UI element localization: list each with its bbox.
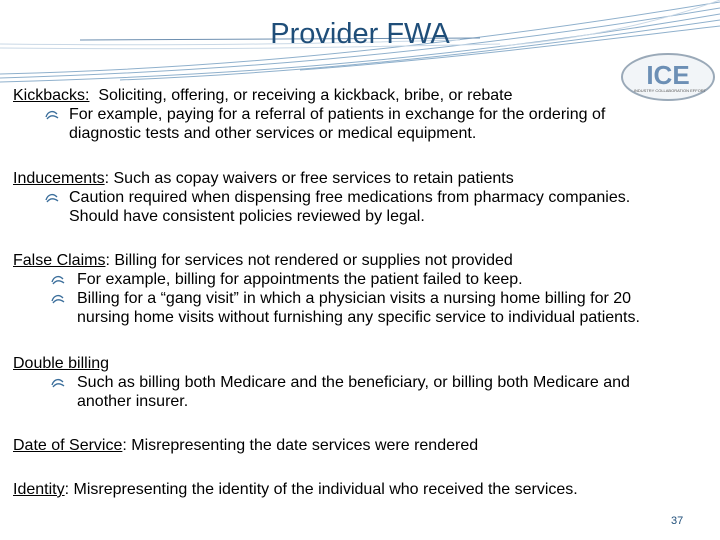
bullet-text: Caution required when dispensing free medications from pharmacy companies.	[69, 189, 631, 206]
swirl-bullet-icon	[45, 109, 59, 121]
kickbacks-desc: Soliciting, offering, or receiving a kickback, bribe, or rebate	[89, 87, 513, 104]
false-claims-term: False Claims	[13, 252, 106, 269]
bullet-item	[13, 270, 713, 289]
swirl-bullet-icon	[51, 293, 65, 305]
logo-subtext: INDUSTRY COLLABORATION EFFORT	[633, 88, 707, 93]
double-billing-term: Double billing	[13, 355, 110, 372]
section-identity	[13, 480, 713, 499]
bullet-text-cont: another insurer.	[77, 393, 189, 410]
bullet-text-cont: Should have consistent policies reviewed by legal.	[69, 208, 425, 225]
section-date-of-service	[13, 436, 713, 455]
section-inducements	[13, 169, 713, 226]
section-false-claims	[13, 251, 713, 327]
bullet-text: For example, paying for a referral of patients in exchange for the ordering of	[69, 106, 606, 123]
page-number: 37	[671, 515, 684, 527]
bullet-item	[13, 289, 713, 327]
bullet-text: For example, billing for appointments the patient failed to keep.	[77, 271, 523, 288]
bullet-item	[13, 373, 713, 411]
slide-title: Provider FWA	[270, 18, 450, 50]
inducements-desc: : Such as copay waivers or free services to retain patients	[104, 170, 514, 187]
bullet-text-cont: diagnostic tests and other services or medical equipment.	[69, 125, 477, 142]
identity-desc: : Misrepresenting the identity of the individual who received the services.	[64, 481, 578, 498]
date-of-service-term: Date of Service	[13, 437, 123, 454]
swirl-bullet-icon	[51, 274, 65, 286]
false-claims-desc: : Billing for services not rendered or supplies not provided	[105, 252, 513, 269]
swirl-bullet-icon	[45, 192, 59, 204]
inducements-term: Inducements	[13, 170, 105, 187]
identity-term: Identity	[13, 481, 65, 498]
bullet-item	[13, 105, 713, 143]
bullet-item	[13, 188, 713, 226]
bullet-text: Billing for a “gang visit” in which a physician visits a nursing home billing for 20	[77, 290, 632, 307]
kickbacks-term: Kickbacks:	[13, 87, 90, 104]
logo-text: ICE	[646, 60, 690, 90]
section-double-billing	[13, 354, 713, 411]
swirl-bullet-icon	[51, 377, 65, 389]
date-of-service-desc: : Misrepresenting the date services were rendered	[122, 437, 479, 454]
bullet-text: Such as billing both Medicare and the beneficiary, or billing both Medicare and	[77, 374, 630, 391]
bullet-text-cont: nursing home visits without furnishing any specific service to individual patients.	[77, 309, 640, 326]
section-kickbacks	[13, 86, 713, 143]
